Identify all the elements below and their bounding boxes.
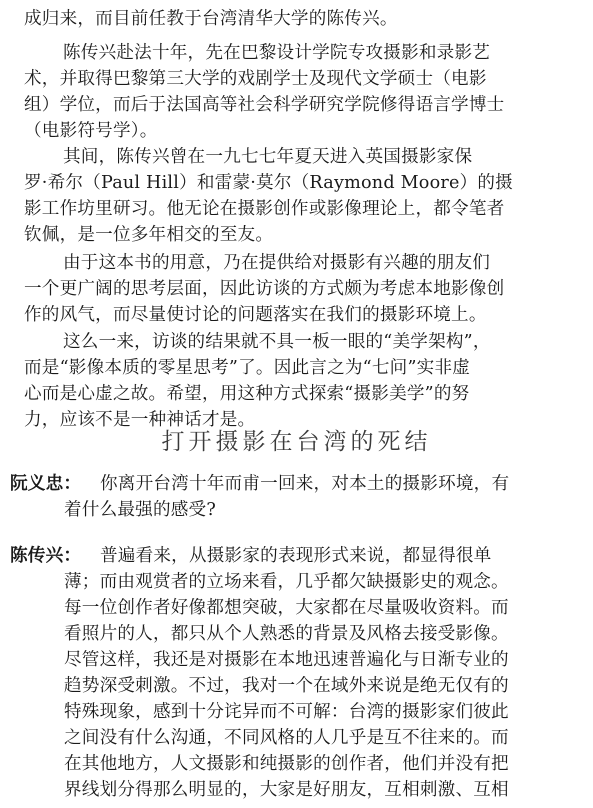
- text-line: 而是“影像本质的零星思考”了。因此言之为“七问”实非虚: [24, 358, 471, 378]
- dialogue-line: 界线划分得那么明显的，大家是好朋友，互相刺激、互相: [64, 780, 509, 800]
- text-line: 组）学位，而后于法国高等社会科学研究学院修得语言学博士: [24, 95, 505, 115]
- text-line: 钦佩，是一位多年相交的至友。: [24, 225, 274, 245]
- dialogue-line: 看照片的人，都只从个人熟悉的背景及风格去接受影像。: [64, 624, 509, 644]
- dialogue-line: 趋势深受刺激。不过，我对一个在域外来说是绝无仅有的: [64, 676, 509, 696]
- dialogue-line: 每一位创作者好像都想突破，大家都在尽量吸收资料。而: [64, 598, 509, 618]
- dialogue-line: 普遍看来，从摄影家的表现形式来说，都显得很单: [100, 546, 492, 566]
- dialogue-line: 之间没有什么沟通，不同风格的人几乎是互不往来的。而: [64, 728, 509, 748]
- text-line: 力，应该不是一种神话才是。: [24, 410, 256, 430]
- text-line: 成归来，而目前任教于台湾清华大学的陈传兴。: [24, 9, 398, 29]
- text-line: 罗·希尔（Paul Hill）和雷蒙·莫尔（Raymond Moore）的摄: [24, 173, 513, 193]
- text-line: 其间，陈传兴曾在一九七七年夏天进入英国摄影家保: [63, 147, 473, 167]
- text-line: 作的风气，而尽量使讨论的问题落实在我们的摄影环境上。: [24, 305, 487, 325]
- dialogue-line: 薄；而由观赏者的立场来看，几乎都欠缺摄影史的观念。: [64, 572, 509, 592]
- text-line: 一个更广阔的思考层面，因此访谈的方式颇为考虑本地影像创: [24, 279, 505, 299]
- text-line: （电影符号学）。: [24, 121, 158, 141]
- dialogue-line: 在其他地方，人文摄影和纯摄影的创作者，他们并没有把: [64, 754, 509, 774]
- speaker-name: 阮义忠：: [10, 474, 82, 494]
- dialogue-line: 特殊现象，感到十分诧异而不可解：台湾的摄影家们彼此: [64, 702, 509, 722]
- text-line: 由于这本书的用意，乃在提供给对摄影有兴趣的朋友们: [63, 253, 491, 273]
- section-title: 打开摄影在台湾的死结: [161, 429, 432, 455]
- speaker-name: 陈传兴：: [10, 546, 82, 566]
- text-line: 术，并取得巴黎第三大学的戏剧学士及现代文学硕士（电影: [24, 69, 487, 89]
- text-line: 陈传兴赴法十年，先在巴黎设计学院专攻摄影和录影艺: [63, 43, 491, 63]
- text-line: 这么一来，访谈的结果就不具一板一眼的“美学架构”，: [63, 332, 491, 352]
- dialogue-line: 尽管这样，我还是对摄影在本地迅速普遍化与日渐专业的: [64, 650, 509, 670]
- text-line: 影工作坊里研习。他无论在摄影创作或影像理论上，都令笔者: [24, 199, 505, 219]
- dialogue-line: 你离开台湾十年而甫一回来，对本土的摄影环境，有: [100, 474, 510, 494]
- text-line: 心而是心虚之故。希望，用这种方式探索“摄影美学”的努: [24, 384, 470, 404]
- dialogue-line: 着什么最强的感受?: [64, 500, 216, 520]
